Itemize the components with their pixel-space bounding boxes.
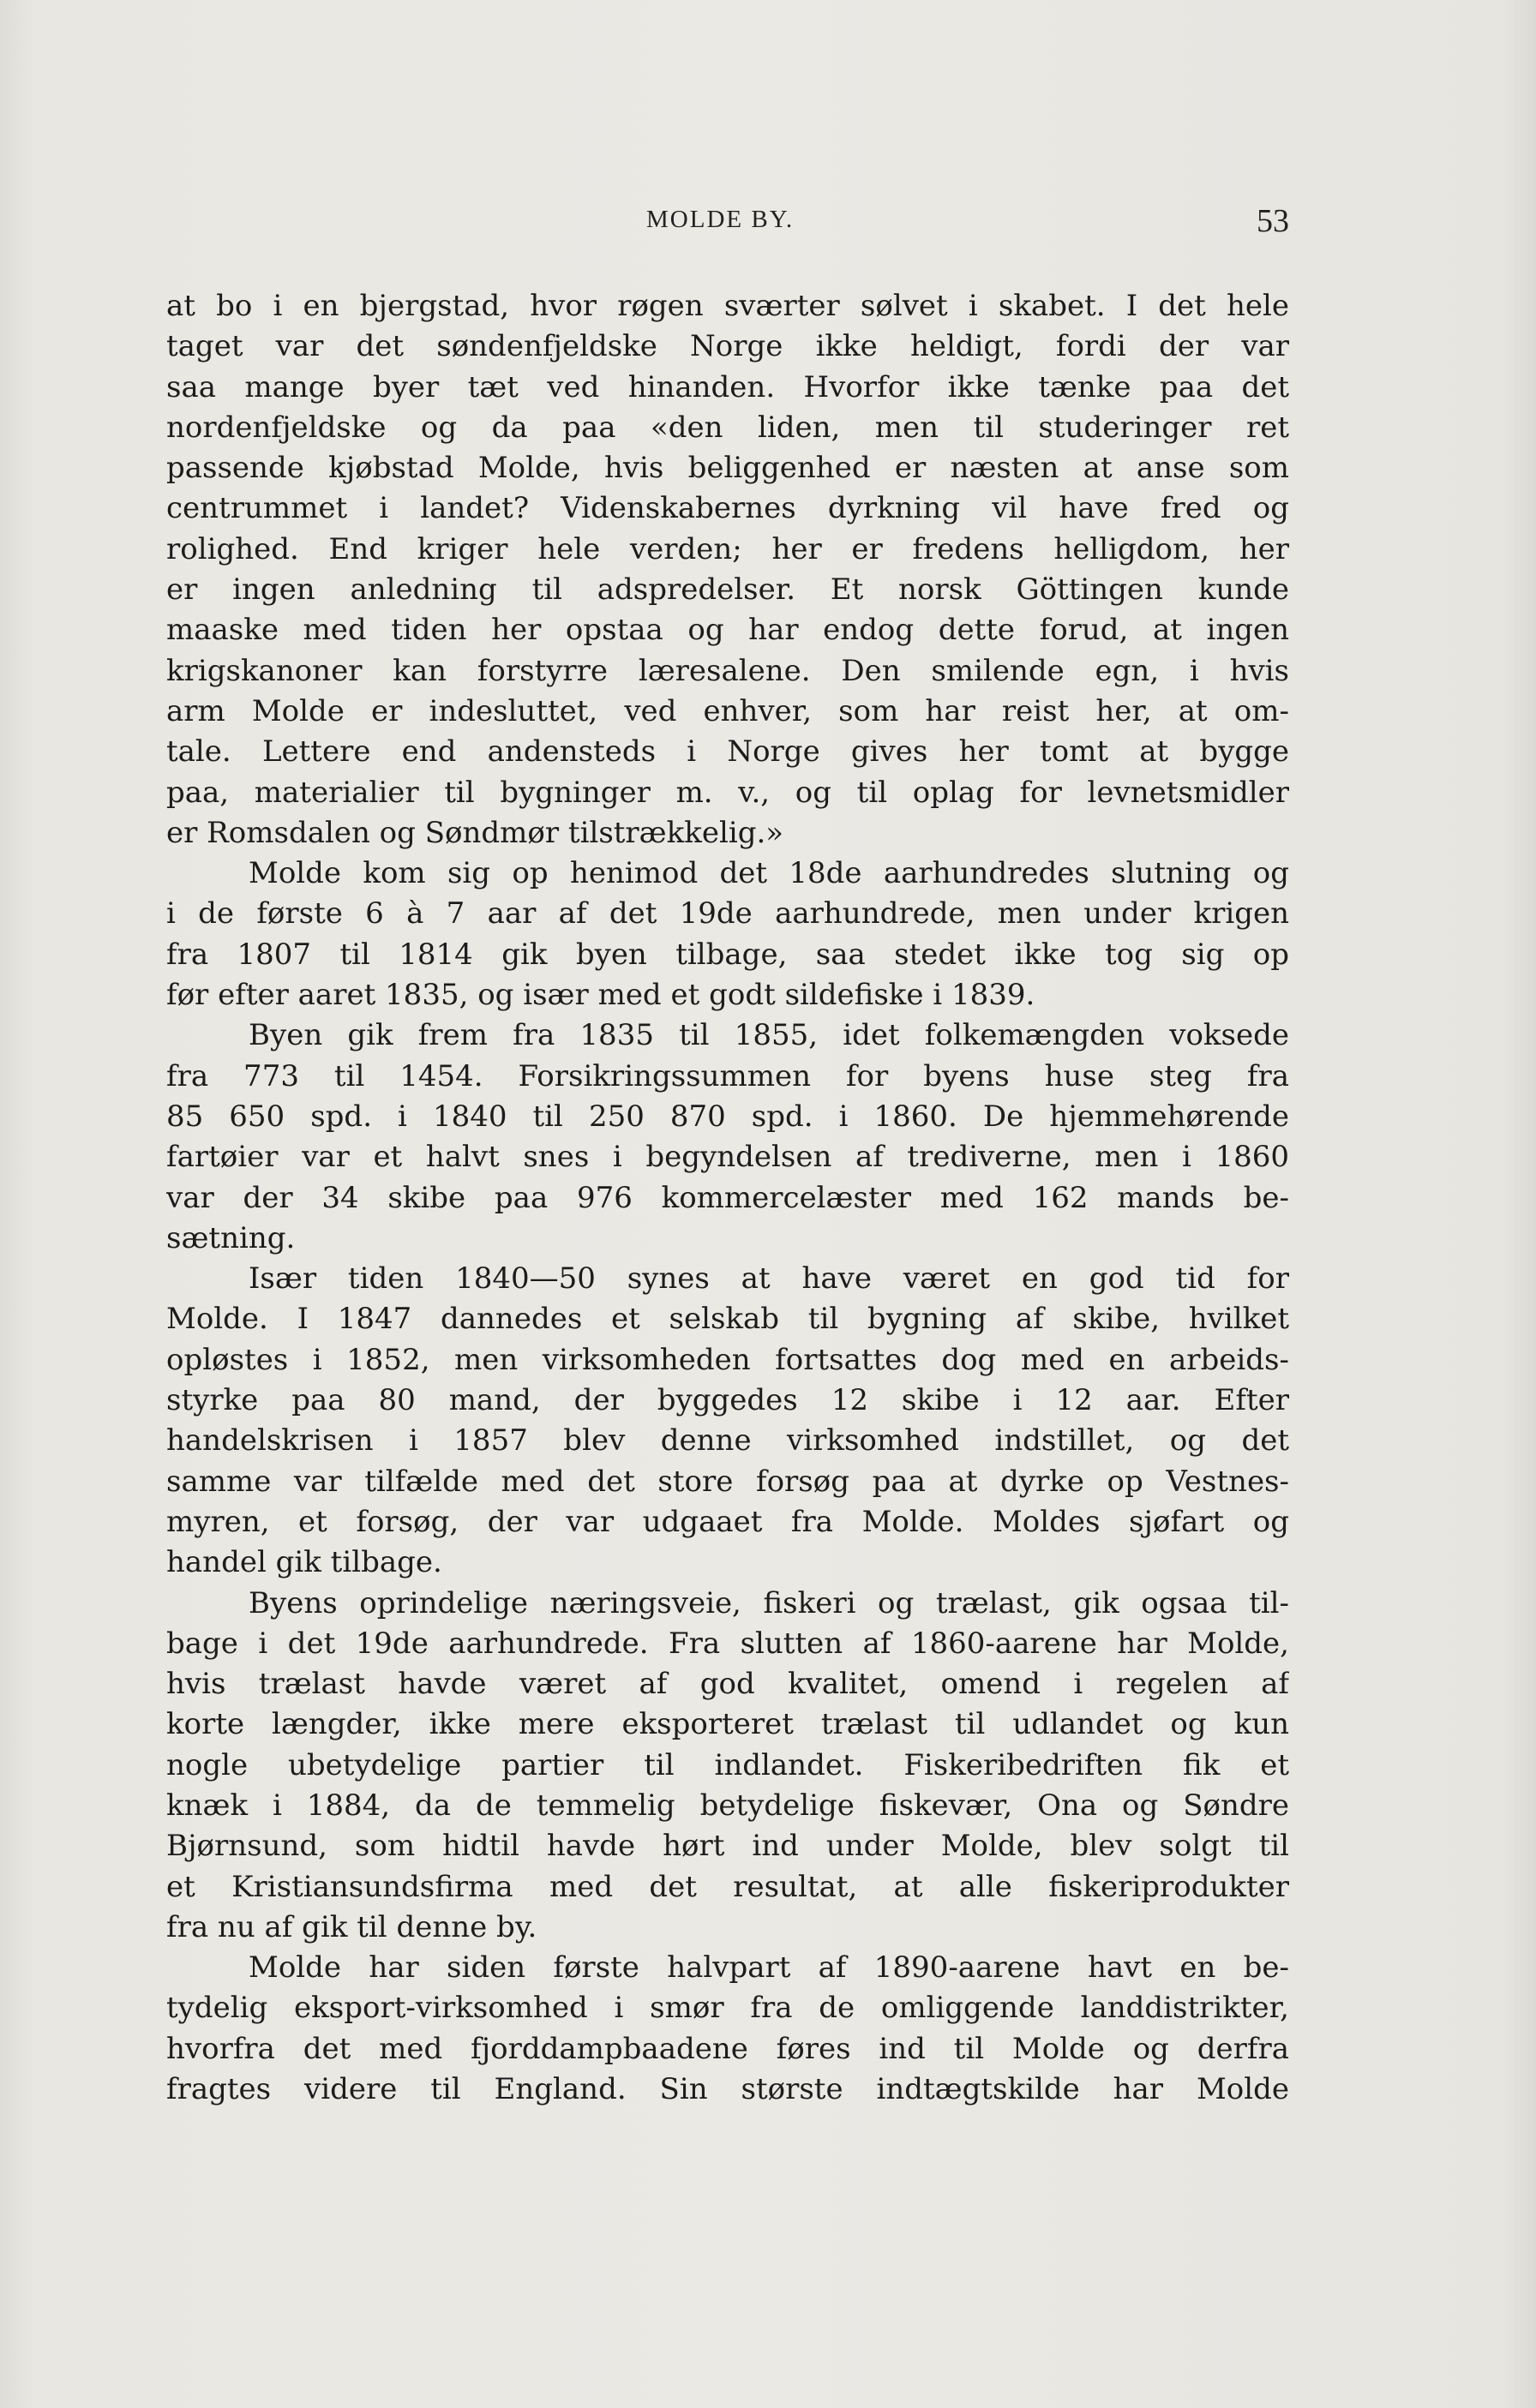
text-line: korte længder, ikke mere eksporteret trælast til udlandet og kun <box>166 1707 1289 1742</box>
text-line: er ingen anledning til adspredelser. Et norsk Göttingen kunde <box>166 572 1289 608</box>
text-line: Især tiden 1840—50 synes at have været en god tid for <box>249 1261 1289 1297</box>
text-line: er Romsdalen og Søndmør tilstrækkelig.» <box>166 815 784 850</box>
text-line: nordenfjeldske og da paa «den liden, men til studeringer ret <box>166 410 1289 445</box>
text-line: Molde kom sig op henimod det 18de aarhundredes slutning og <box>249 856 1289 891</box>
text-line: arm Molde er indesluttet, ved enhver, som har reist her, at om- <box>166 693 1289 728</box>
text-line: opløstes i 1852, men virksomheden fortsattes dog med en arbeids- <box>166 1342 1289 1377</box>
text-line: krigskanoner kan forstyrre læresalene. Den smilende egn, i hvis <box>166 653 1289 688</box>
body-text <box>166 286 1289 2110</box>
text-line: fra nu af gik til denne by. <box>166 1909 537 1944</box>
text-line: myren, et forsøg, der var udgaaet fra Molde. Moldes sjøfart og <box>166 1504 1289 1539</box>
text-line: Molde har siden første halvpart af 1890-aarene havt en be- <box>249 1950 1289 1986</box>
text-line: samme var tilfælde med det store forsøg paa at dyrke op Vestnes- <box>166 1464 1289 1499</box>
text-line: fra 773 til 1454. Forsikringssummen for byens huse steg fra <box>166 1058 1289 1093</box>
text-line: tale. Lettere end andensteds i Norge gives her tomt at bygge <box>166 734 1289 770</box>
text-line: 85 650 spd. i 1840 til 250 870 spd. i 1860. De hjemmehørende <box>166 1099 1289 1134</box>
text-line: styrke paa 80 mand, der byggedes 12 skibe i 12 aar. Efter <box>166 1383 1289 1418</box>
text-line: Byen gik frem fra 1835 til 1855, idet folkemængden voksede <box>249 1018 1289 1053</box>
text-line: før efter aaret 1835, og især med et godt sildefiske i 1839. <box>166 978 1035 1013</box>
text-line: Byens oprindelige næringsveie, fiskeri og trælast, gik ogsaa til- <box>249 1585 1289 1620</box>
page-number: 53 <box>1257 203 1289 239</box>
text-line: saa mange byer tæt ved hinanden. Hvorfor ikke tænke paa det <box>166 369 1289 404</box>
text-line: tydelig eksport-virksomhed i smør fra de omliggende landdistrikter, <box>166 1991 1289 2026</box>
text-line: nogle ubetydelige partier til indlandet. Fiskeribedriften fik et <box>166 1747 1289 1782</box>
text-line: et Kristiansundsfirma med det resultat, at alle fiskeriprodukter <box>166 1869 1289 1904</box>
text-line: i de første 6 à 7 aar af det 19de aarhundrede, men under krigen <box>166 896 1289 931</box>
text-line: rolighed. End kriger hele verden; her er fredens helligdom, her <box>166 531 1289 566</box>
text-line: taget var det søndenfjeldske Norge ikke heldigt, fordi der var <box>166 329 1289 364</box>
text-line: sætning. <box>166 1220 296 1255</box>
text-line: bage i det 19de aarhundrede. Fra slutten af 1860-aarene har Molde, <box>166 1626 1289 1661</box>
text-line: knæk i 1884, da de temmelig betydelige fiskevær, Ona og Søndre <box>166 1788 1289 1823</box>
text-line: fartøier var et halvt snes i begyndelsen af trediverne, men i 1860 <box>166 1140 1289 1175</box>
running-title: MOLDE BY. <box>646 206 795 233</box>
text-line: var der 34 skibe paa 976 kommercelæster med 162 mands be- <box>166 1180 1289 1215</box>
text-line: maaske med tiden her opstaa og har endog dette forud, at ingen <box>166 613 1289 648</box>
text-line: fragtes videre til England. Sin største indtægtskilde har Molde <box>166 2072 1289 2107</box>
text-line: hvis trælast havde været af god kvalitet, omend i regelen af <box>166 1667 1289 1702</box>
text-line: paa, materialier til bygninger m. v., og til oplag for levnetsmidler <box>166 775 1289 810</box>
running-head <box>166 203 1289 240</box>
text-line: centrummet i landet? Videnskabernes dyrkning vil have fred og <box>166 491 1289 526</box>
text-line: handelskrisen i 1857 blev denne virksomhed indstillet, og det <box>166 1423 1289 1459</box>
text-line: fra 1807 til 1814 gik byen tilbage, saa stedet ikke tog sig op <box>166 937 1289 972</box>
text-line: passende kjøbstad Molde, hvis beliggenhed er næsten at anse som <box>166 451 1289 486</box>
text-line: Molde. I 1847 dannedes et selskab til bygning af skibe, hvilket <box>166 1302 1289 1337</box>
text-line: at bo i en bjergstad, hvor røgen sværter sølvet i skabet. I det hele <box>166 289 1289 323</box>
text-line: hvorfra det med fjorddampbaadene føres ind til Molde og derfra <box>166 2031 1289 2066</box>
text-line: handel gik tilbage. <box>166 1545 442 1580</box>
text-line: Bjørnsund, som hidtil havde hørt ind under Molde, blev solgt til <box>166 1829 1289 1864</box>
